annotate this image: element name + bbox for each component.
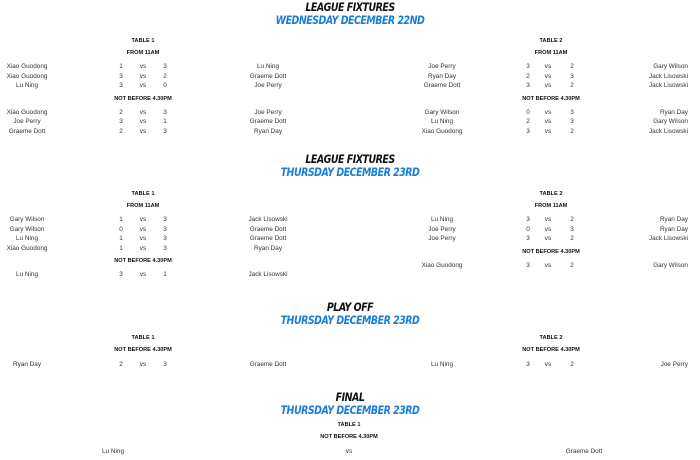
player-away: Gary Wilson <box>653 261 688 269</box>
player-home: Lu Ning <box>15 271 39 279</box>
score-home: 2 <box>119 361 123 368</box>
vs-label: vs <box>544 216 552 223</box>
score-away: 2 <box>570 235 574 243</box>
vs-label: vs <box>544 63 552 70</box>
vs-label: vs <box>139 128 147 135</box>
table-label: TABLE 2 <box>539 191 563 197</box>
score-home: 3 <box>526 82 530 90</box>
score-home: 2 <box>119 128 123 135</box>
session-label: FROM 11AM <box>126 50 160 56</box>
player-away: Ryan Day <box>659 108 688 116</box>
vs-label: vs <box>544 235 552 243</box>
score-home: 1 <box>119 216 123 223</box>
player-away: Ryan Day <box>659 225 688 233</box>
player-away: Jack Lisowski <box>248 271 288 279</box>
player-home: Xiao Guodong <box>6 108 48 116</box>
player-away: Graeme Dott <box>565 448 603 455</box>
section-title: LEAGUE FIXTURES <box>305 152 395 166</box>
score-away: 2 <box>570 63 574 70</box>
score-away: 2 <box>570 82 574 90</box>
score-home: 3 <box>119 271 123 279</box>
player-away: Graeme Dott <box>249 72 287 80</box>
table-label: TABLE 1 <box>131 191 155 197</box>
score-away: 1 <box>163 118 167 126</box>
score-away: 3 <box>163 225 167 233</box>
player-home: Joe Perry <box>428 63 456 70</box>
player-home: Lu Ning <box>430 216 454 223</box>
score-home: 2 <box>526 118 530 126</box>
session-label: NOT BEFORE 4.30PM <box>522 248 580 255</box>
player-away: Ryan Day <box>253 244 283 252</box>
score-away: 2 <box>570 128 574 135</box>
vs-label: vs <box>544 108 552 116</box>
player-home: Xiao Guodong <box>6 244 48 252</box>
score-away: 3 <box>163 63 167 70</box>
session-label: NOT BEFORE 4.30PM <box>522 95 580 102</box>
player-away: Graeme Dott <box>249 235 287 243</box>
score-away: 3 <box>570 225 574 233</box>
section-date: WEDNESDAY DECEMBER 22ND <box>275 13 425 27</box>
table-label: TABLE 1 <box>337 422 361 428</box>
score-home: 3 <box>119 118 123 126</box>
player-home: Ryan Day <box>12 361 42 368</box>
score-away: 3 <box>163 244 167 252</box>
player-away: Jack Lisowski <box>648 82 688 90</box>
score-home: 2 <box>526 72 530 80</box>
vs-label: vs <box>139 82 147 90</box>
score-away: 3 <box>163 128 167 135</box>
session-label: FROM 11AM <box>534 50 568 56</box>
score-away: 2 <box>570 361 574 368</box>
score-away: 3 <box>570 108 574 116</box>
vs-label: vs <box>544 82 552 90</box>
session-label: FROM 11AM <box>126 203 160 209</box>
session-label: NOT BEFORE 4.30PM <box>114 347 172 353</box>
table-label: TABLE 2 <box>539 335 563 341</box>
score-home: 1 <box>119 63 123 70</box>
vs-label: vs <box>139 118 147 126</box>
score-home: 1 <box>119 244 123 252</box>
vs-label: vs <box>345 448 353 455</box>
player-away: Lu Ning <box>256 63 280 70</box>
table-label: TABLE 2 <box>539 38 563 44</box>
score-away: 2 <box>163 72 167 80</box>
player-home: Xiao Guodong <box>6 72 48 80</box>
player-away: Graeme Dott <box>249 361 287 368</box>
player-away: Gary Wilson <box>653 63 688 70</box>
score-home: 3 <box>119 72 123 80</box>
player-away: Jack Lisowski <box>648 128 688 135</box>
player-away: Graeme Dott <box>249 118 287 126</box>
score-home: 3 <box>526 361 530 368</box>
player-home: Lu Ning <box>101 448 125 455</box>
vs-label: vs <box>139 63 147 70</box>
score-home: 0 <box>526 225 530 233</box>
score-home: 2 <box>119 108 123 116</box>
section-title: FINAL <box>335 390 365 404</box>
section-date: THURSDAY DECEMBER 23RD <box>280 403 420 417</box>
score-away: 3 <box>163 235 167 243</box>
score-home: 3 <box>119 82 123 90</box>
score-away: 3 <box>570 72 574 80</box>
score-home: 3 <box>526 128 530 135</box>
player-away: Jack Lisowski <box>648 72 688 80</box>
score-away: 2 <box>570 216 574 223</box>
score-away: 1 <box>163 271 167 279</box>
score-away: 3 <box>163 108 167 116</box>
player-home: Xiao Guodong <box>421 261 463 269</box>
section-date: THURSDAY DECEMBER 23RD <box>280 313 420 327</box>
player-home: Lu Ning <box>15 235 39 243</box>
vs-label: vs <box>544 261 552 269</box>
player-away: Joe Perry <box>254 82 282 90</box>
section-title: PLAY OFF <box>326 300 374 314</box>
vs-label: vs <box>544 225 552 233</box>
score-home: 3 <box>526 63 530 70</box>
player-home: Joe Perry <box>13 118 41 126</box>
session-label: FROM 11AM <box>534 203 568 209</box>
vs-label: vs <box>544 118 552 126</box>
table-label: TABLE 1 <box>131 335 155 341</box>
player-away: Ryan Day <box>253 128 283 135</box>
vs-label: vs <box>544 361 552 368</box>
player-home: Graeme Dott <box>8 128 46 135</box>
session-label: NOT BEFORE 4.30PM <box>320 434 378 440</box>
player-home: Gary Wilson <box>9 216 45 223</box>
vs-label: vs <box>139 108 147 116</box>
player-away: Graeme Dott <box>249 225 287 233</box>
player-away: Joe Perry <box>254 108 282 116</box>
score-home: 0 <box>119 225 123 233</box>
session-label: NOT BEFORE 4.30PM <box>114 258 172 265</box>
session-label: NOT BEFORE 4.30PM <box>114 95 172 102</box>
vs-label: vs <box>139 361 147 368</box>
player-away: Jack Lisowski <box>248 216 288 223</box>
player-away: Gary Wilson <box>653 118 688 126</box>
vs-label: vs <box>139 225 147 233</box>
player-home: Joe Perry <box>428 225 456 233</box>
vs-label: vs <box>139 72 147 80</box>
score-home: 3 <box>526 261 530 269</box>
player-home: Xiao Guodong <box>6 63 48 70</box>
player-home: Xiao Guodong <box>421 128 463 135</box>
section-date: THURSDAY DECEMBER 23RD <box>280 165 420 179</box>
player-home: Lu Ning <box>15 82 39 90</box>
section-title: LEAGUE FIXTURES <box>305 0 395 14</box>
player-away: Jack Lisowski <box>648 235 688 243</box>
player-home: Joe Perry <box>428 235 456 243</box>
score-away: 3 <box>163 216 167 223</box>
vs-label: vs <box>139 216 147 223</box>
table-label: TABLE 1 <box>131 38 155 44</box>
score-home: 3 <box>526 235 530 243</box>
player-home: Graeme Dott <box>423 82 461 90</box>
player-home: Ryan Day <box>427 72 457 80</box>
score-home: 1 <box>119 235 123 243</box>
score-away: 2 <box>570 261 574 269</box>
player-away: Joe Perry <box>660 361 688 368</box>
score-home: 0 <box>526 108 530 116</box>
vs-label: vs <box>139 244 147 252</box>
player-away: Ryan Day <box>659 216 688 223</box>
session-label: NOT BEFORE 4.30PM <box>522 347 580 353</box>
score-away: 3 <box>163 361 167 368</box>
vs-label: vs <box>544 128 552 135</box>
player-home: Gary Wilson <box>424 108 460 116</box>
score-home: 3 <box>526 216 530 223</box>
player-home: Gary Wilson <box>9 225 45 233</box>
player-home: Lu Ning <box>430 361 454 368</box>
vs-label: vs <box>544 72 552 80</box>
score-away: 0 <box>163 82 167 90</box>
vs-label: vs <box>139 271 147 279</box>
score-away: 3 <box>570 118 574 126</box>
vs-label: vs <box>139 235 147 243</box>
player-home: Lu Ning <box>430 118 454 126</box>
